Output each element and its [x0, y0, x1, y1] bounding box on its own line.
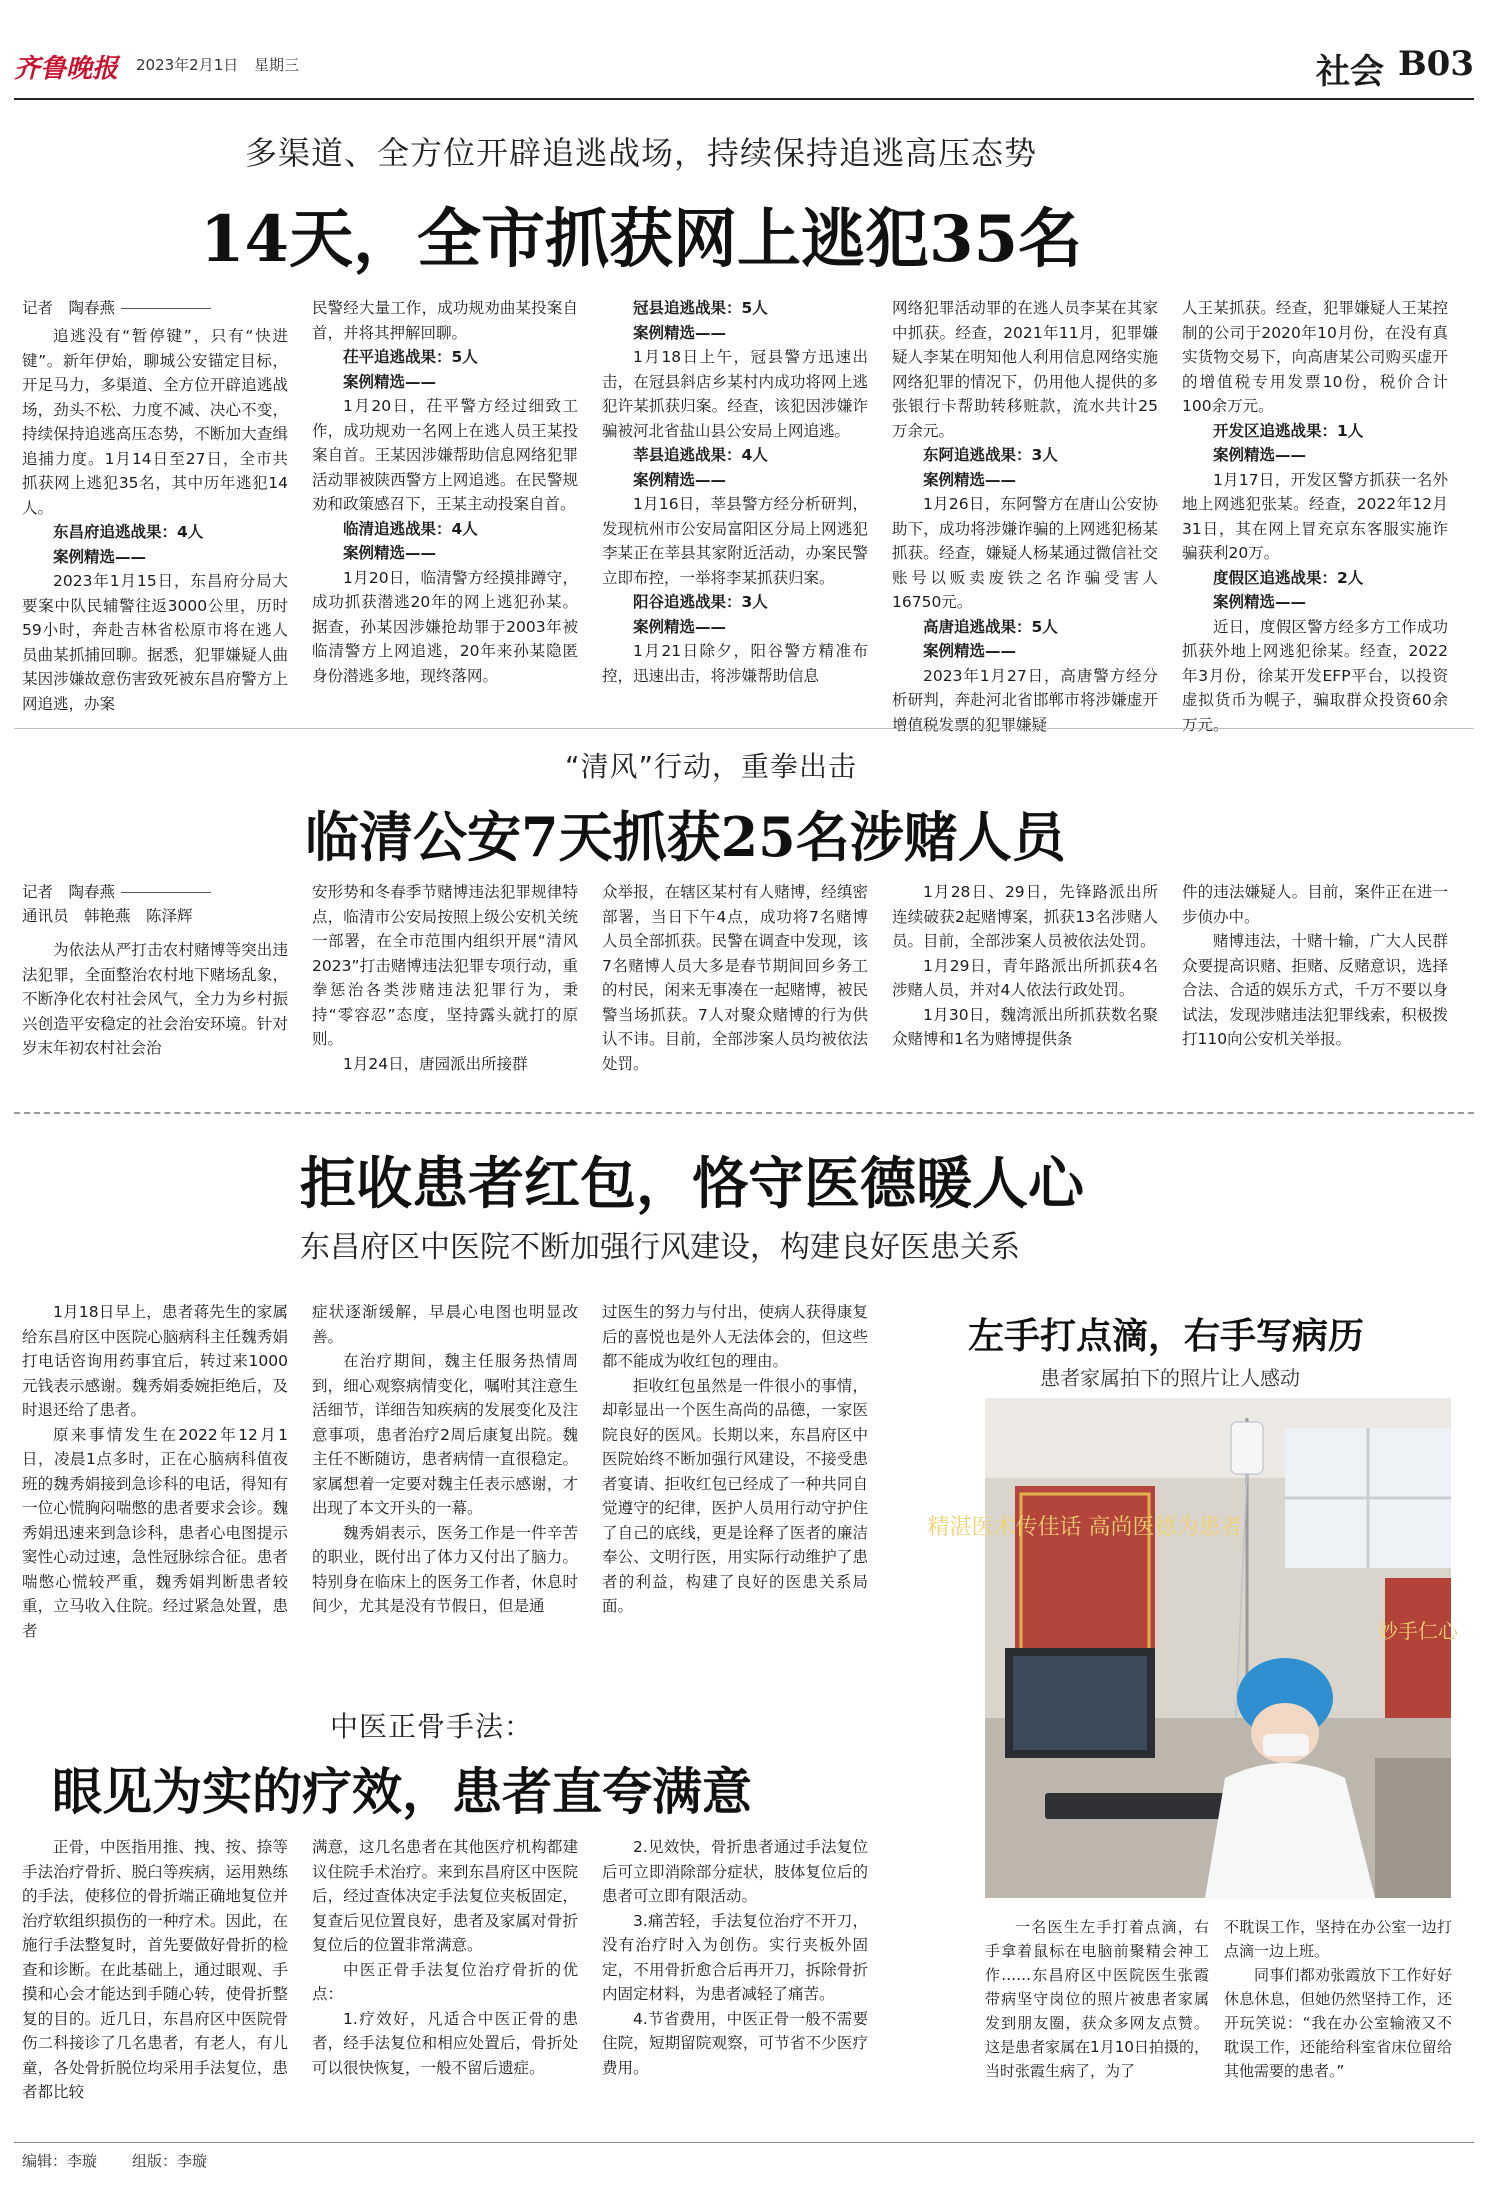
divider [14, 728, 1474, 729]
paragraph: 1月26日，东阿警方在唐山公安协助下，成功将涉嫌诈骗的上网逃犯杨某抓获。经查，嫌疑人杨某通过微信社交账号以贩卖废铁之名诈骗受害人16750元。 [892, 495, 1158, 611]
section-subhead: 案例精选—— [1213, 593, 1307, 611]
article2-byline-2: 通讯员 韩艳燕 陈泽辉 [22, 907, 193, 925]
paragraph: 追逃没有“暂停键”，只有“快进键”。新年伊始，聊城公安锚定目标，开足马力，多渠道、全方位开辟追逃战场，劲头不松、力度不减、决心不变，持续保持追逃高压态势，不断加大查缉追捕力度。1月14日至27日，全市共抓获网上逃犯35名，其中历年逃犯14人。 [22, 327, 288, 517]
issue-weekday: 星期三 [254, 56, 300, 74]
byline-text: 记者 陶春燕 [22, 299, 116, 317]
paragraph: 满意，这几名患者在其他医疗机构都建议住院手术治疗。来到东昌府区中医院后，经过查体决定手法复位夹板固定，复查后见位置良好，患者及家属对骨折复位后的位置非常满意。 [312, 1838, 578, 1954]
paragraph: 3.痛苦轻，手法复位治疗不开刀，没有治疗时入为创伤。实行夹板外固定，不用骨折愈合后再开刀，拆除骨折内固定材料，为患者减轻了痛苦。 [602, 1911, 868, 2003]
section-subhead: 阳谷追逃战果：3人 [633, 593, 768, 611]
article1-column-1 [22, 296, 288, 713]
article4-column-3 [602, 1835, 868, 2125]
photo-story-headline: 左手打点滴，右手写病历 [968, 1315, 1365, 1357]
article1-kicker: 多渠道、全方位开辟追逃战场，持续保持追逃高压态势 [245, 134, 1038, 172]
doctor-photo [927, 1398, 1458, 1898]
article2-column-5 [1182, 880, 1448, 1095]
section-subhead: 案例精选—— [53, 547, 147, 566]
article1-column-3 [602, 296, 868, 706]
paragraph: 1月21日除夕，阳谷警方精准布控，迅速出击，将涉嫌帮助信息 [602, 642, 868, 685]
paragraph: 1月18日上午，冠县警方迅速出击，在冠县斜店乡某村内成功将网上逃犯许某抓获归案。经查，该犯因涉嫌诈骗被河北省盐山县公安局上网追逃。 [602, 348, 868, 440]
photo-story-subhead: 患者家属拍下的照片让人感动 [1040, 1366, 1300, 1390]
section-subhead: 东阿追逃战果：3人 [923, 446, 1058, 464]
article4-headline: 眼见为实的疗效，患者直夸满意 [52, 1762, 752, 1821]
paragraph: 为依法从严打击农村赌博等突出违法犯罪，全面整治农村地下赌场乱象，不断净化农村社会风气，全力为乡村振兴创造平安稳定的社会治安环境。针对岁末年初农村社会治 [22, 941, 288, 1057]
paragraph: 原来事情发生在2022年12月1日，凌晨1点多时，正在心脑病科值夜班的魏秀娟接到急诊科的电话，得知有一位心慌胸闷喘憋的患者要求会诊。魏秀娟迅速来到急诊科，患者心电图提示窦性心动过速，急性冠脉综合征。患者喘憋心慌较严重，魏秀娟判断患者较重，立马收入住院。经过紧急处置，患者 [22, 1425, 288, 1640]
article2-column-2 [312, 880, 578, 1095]
section-subhead: 案例精选—— [923, 642, 1017, 660]
section-subhead: 临清追逃战果：4人 [343, 519, 478, 538]
paragraph: 人王某抓获。经查，犯罪嫌疑人王某控制的公司于2020年10月份，在没有真实货物交易下，向高唐某公司购买虚开的增值税专用发票10份，税价合计100余万元。 [1182, 299, 1448, 415]
article1-column-4 [892, 296, 1158, 734]
paragraph: 正骨，中医指用推、拽、按、捺等手法治疗骨折、脱臼等疾病，运用熟练的手法，使移位的骨折端正确地复位并治疗软组织损伤的一种疗术。因此，在施行手法整复时，首先要做好骨折的检查和诊断。在此基础上，通过眼观、手摸和心会才能达到手随心转，使骨折整复的目的。近几日，东昌府区中医院骨伤二科接诊了几名患者，有老人，有儿童，各处骨折脱位均采用手法复位，患者都比较 [22, 1838, 288, 2101]
paragraph: 众举报，在辖区某村有人赌博，经缜密部署，当日下午4点，成功将7名赌博人员全部抓获。民警在调查中发现，该7名赌博人员大多是春节期间回乡务工的村民，闲来无事凑在一起赌博，被民警当场抓获。7人对聚众赌博的行为供认不讳。目前，全部涉案人员均被依法处罚。 [602, 883, 868, 1073]
article1-column-5 [1182, 296, 1448, 734]
byline-text: 记者 陶春燕 [22, 883, 116, 901]
footer-rule [14, 2142, 1474, 2143]
section-subhead: 开发区追逃战果：1人 [1213, 421, 1364, 440]
article3-column-3 [602, 1300, 868, 1690]
paragraph: 拒收红包虽然是一件很小的事情，却彰显出一个医生高尚的品德，一家医院良好的医风。长期以来，东昌府区中医院始终不断加强行风建设，不接受患者宴请、拒收红包已经成了一种共同自觉遵守的纪律，医护人员用行动守护住了自己的底线，更是诠释了医者的廉洁奉公、文明行医，用实际行动维护了患者的利益，构建了良好的医患关系局面。 [602, 1376, 868, 1615]
photo-illustration [927, 1398, 1458, 1898]
article2-column-1 [22, 880, 288, 1095]
section-subhead: 案例精选—— [923, 470, 1017, 489]
article2-kicker: “清风”行动，重拳出击 [565, 750, 858, 783]
paragraph: 1月29日，青年路派出所抓获4名涉赌人员，并对4人依法行政处罚。 [892, 956, 1158, 999]
paragraph: 症状逐渐缓解，早晨心电图也明显改善。 [312, 1303, 578, 1346]
section-subhead: 案例精选—— [633, 470, 727, 489]
paragraph: 1.疗效好，凡适合中医正骨的患者，经手法复位和相应处置后，骨折处可以很快恢复，一般不留后遗症。 [312, 2009, 578, 2077]
article3-column-2 [312, 1300, 578, 1690]
paragraph: 4.节省费用，中医正骨一般不需要住院，短期留院观察，可节省不少医疗费用。 [602, 2009, 868, 2077]
section-subhead: 案例精选—— [343, 544, 437, 562]
article1-headline: 14天，全市抓获网上逃犯35名 [200, 202, 1083, 277]
banner-2-text: 妙手仁心 [1378, 1619, 1458, 1643]
paragraph: 同事们都劝张霞放下工作好好休息休息，但她仍然坚持工作，还开玩笑说：“我在办公室输液又不耽误工作，还能给科室省床位留给其他需要的患者。” [1224, 1966, 1452, 2080]
section-subhead: 案例精选—— [1213, 446, 1307, 464]
section-subhead: 高唐追逃战果：5人 [923, 617, 1058, 636]
paragraph: 1月24日，唐园派出所接群 [343, 1054, 528, 1073]
article2-column-4 [892, 880, 1158, 1095]
article1-byline [22, 296, 288, 320]
paragraph: 1月28日、29日，先锋路派出所连续破获2起赌博案，抓获13名涉赌人员。目前，全部涉案人员被依法处罚。 [892, 883, 1158, 950]
article2-byline [22, 880, 288, 904]
paragraph: 魏秀娟表示，医务工作是一件辛苦的职业，既付出了体力又付出了脑力。特别身在临床上的医务工作者，休息时间少，尤其是没有节假日，但是通 [312, 1523, 578, 1615]
dashed-divider [14, 1112, 1474, 1114]
article4-column-2 [312, 1835, 578, 2125]
section-name: 社会 [1316, 52, 1384, 92]
paragraph: 1月17日，开发区警方抓获一名外地上网逃犯张某。经查，2022年12月31日，其在网上冒充京东客服实施诈骗获利20万。 [1182, 470, 1448, 562]
section-subhead: 案例精选—— [633, 617, 727, 636]
paragraph: 在治疗期间，魏主任服务热情周到，细心观察病情变化，嘱咐其注意生活细节，详细告知疾病的发展变化及注意事项，患者治疗2周后康复出院。魏主任不断随访，患者病情一直很稳定。家属想着一定要对魏主任表示感谢，才出现了本文开头的一幕。 [312, 1352, 578, 1517]
article3-column-1 [22, 1300, 288, 1690]
paragraph: 1月20日，临清警方经摸排蹲守，成功抓获潜逃20年的网上逃犯孙某。据查，孙某因涉嫌抢劫罪于2003年被临清警方上网追逃，20年来孙某隐匿身份潜逃多地，现终落网。 [312, 568, 578, 685]
paragraph: 过医生的努力与付出，使病人获得康复后的喜悦也是外人无法体会的，但这些都不能成为收红包的理由。 [602, 1303, 868, 1370]
paragraph: 不耽误工作，坚持在办公室一边打点滴一边上班。 [1224, 1918, 1452, 1960]
paragraph: 民警经大量工作，成功规劝曲某投案自首，并将其押解回聊。 [312, 299, 578, 342]
paragraph: 网络犯罪活动罪的在逃人员李某在其家中抓获。经查，2021年11月，犯罪嫌疑人李某在明知他人利用信息网络实施网络犯罪的情况下，仍用他人提供的多张银行卡帮助转移赃款，流水共计25万余元。 [892, 299, 1158, 440]
section-subhead: 案例精选—— [343, 372, 437, 391]
paragraph: 1月30日，魏湾派出所抓获数名聚众赌博和1名为赌博提供条 [892, 1005, 1158, 1048]
page-number: B03 [1397, 44, 1474, 84]
article4-column-1 [22, 1835, 288, 2125]
paragraph: 1月18日早上，患者蒋先生的家属给东昌府区中医院心脑病科主任魏秀娟打电话咨询用药事宜后，转过来1000元钱表示感谢。魏秀娟委婉拒绝后，及时退还给了患者。 [22, 1303, 288, 1419]
section-subhead: 莘县追逃战果：4人 [633, 446, 768, 464]
paragraph: 2023年1月27日，高唐警方经分析研判，奔赴河北省邯郸市将涉嫌虚开增值税发票的犯罪嫌疑 [892, 666, 1158, 734]
masthead [14, 40, 1474, 100]
photo-story-column-1 [985, 1915, 1209, 2115]
section-subhead: 度假区追逃战果：2人 [1213, 568, 1364, 587]
section-subhead: 茌平追逃战果：5人 [343, 348, 478, 366]
article1-column-2 [312, 296, 578, 706]
article3-headline: 拒收患者红包，恪守医德暖人心 [300, 1151, 1084, 1217]
article3-subhead: 东昌府区中医院不断加强行风建设，构建良好医患关系 [300, 1230, 1020, 1265]
section-subhead: 东昌府追逃战果：4人 [53, 523, 204, 541]
paragraph: 1月16日，莘县警方经分析研判，发现杭州市公安局富阳区分局上网逃犯李某正在莘县其家附近活动，办案民警立即布控，一举将李某抓获归案。 [602, 495, 868, 587]
footer-editor: 编辑：李璇 [22, 2152, 98, 2170]
paragraph: 1月20日，茌平警方经过细致工作，成功规劝一名网上在逃人员王某投案自首。王某因涉嫌帮助信息网络犯罪活动罪被陕西警方上网追逃。在民警规劝和政策感召下，王某主动投案自首。 [312, 397, 578, 513]
paragraph: 安形势和冬春季节赌博违法犯罪规律特点，临清市公安局按照上级公安机关统一部署，在全市范围内组织开展“清风2023”打击赌博违法犯罪专项行动，重拳惩治各类涉赌违法犯罪行为，秉持“零容忍”态度，坚持露头就打的原则。 [312, 883, 578, 1048]
banner-1-text: 精湛医术传佳话 高尚医德为患者 [927, 1515, 1243, 1540]
paragraph: 2.见效快，骨折患者通过手法复位后可立即消除部分症状，肢体复位后的患者可立即有限活动。 [602, 1838, 868, 1905]
paragraph: 件的违法嫌疑人。目前，案件正在进一步侦办中。 [1182, 883, 1448, 926]
article2-column-3 [602, 880, 868, 1095]
section-subhead: 冠县追逃战果：5人 [633, 299, 768, 317]
article4-kicker: 中医正骨手法： [330, 1710, 534, 1743]
section-subhead: 案例精选—— [633, 323, 727, 342]
issue-date: 2023年2月1日 [136, 56, 239, 74]
footer-layout: 组版：李璇 [132, 2152, 208, 2170]
photo-story-column-2 [1224, 1915, 1452, 2115]
paragraph: 近日，度假区警方经多方工作成功抓获外地上网逃犯徐某。经查，2022年3月份，徐某开发EFP平台，以投资虚拟货币为幌子，骗取群众投资60余万元。 [1182, 617, 1448, 734]
paper-logo: 齐鲁晚报 [14, 54, 119, 84]
paragraph: 一名医生左手打着点滴，右手拿着鼠标在电脑前聚精会神工作……东昌府区中医院医生张霞带病坚守岗位的照片被患者家属发到朋友圈，获众多网友点赞。这是患者家属在1月10日拍摄的，当时张霞生病了，为了 [985, 1918, 1209, 2080]
article2-headline: 临清公安7天抓获25名涉赌人员 [305, 805, 1066, 869]
paragraph: 中医正骨手法复位治疗骨折的优点： [312, 1960, 578, 2003]
paragraph: 2023年1月15日，东昌府分局大要案中队民辅警往返3000公里，历时59小时，奔赴吉林省松原市将在逃人员曲某抓捕回聊。据悉，犯罪嫌疑人曲某因涉嫌故意伤害致死被东昌府警方上网追逃，办案 [22, 572, 288, 713]
paragraph: 赌博违法，十赌十输，广大人民群众要提高识赌、拒赌、反赌意识，选择合法、合适的娱乐方式，千万不要以身试法，发现涉赌违法犯罪线索，积极拨打110向公安机关举报。 [1182, 932, 1448, 1048]
